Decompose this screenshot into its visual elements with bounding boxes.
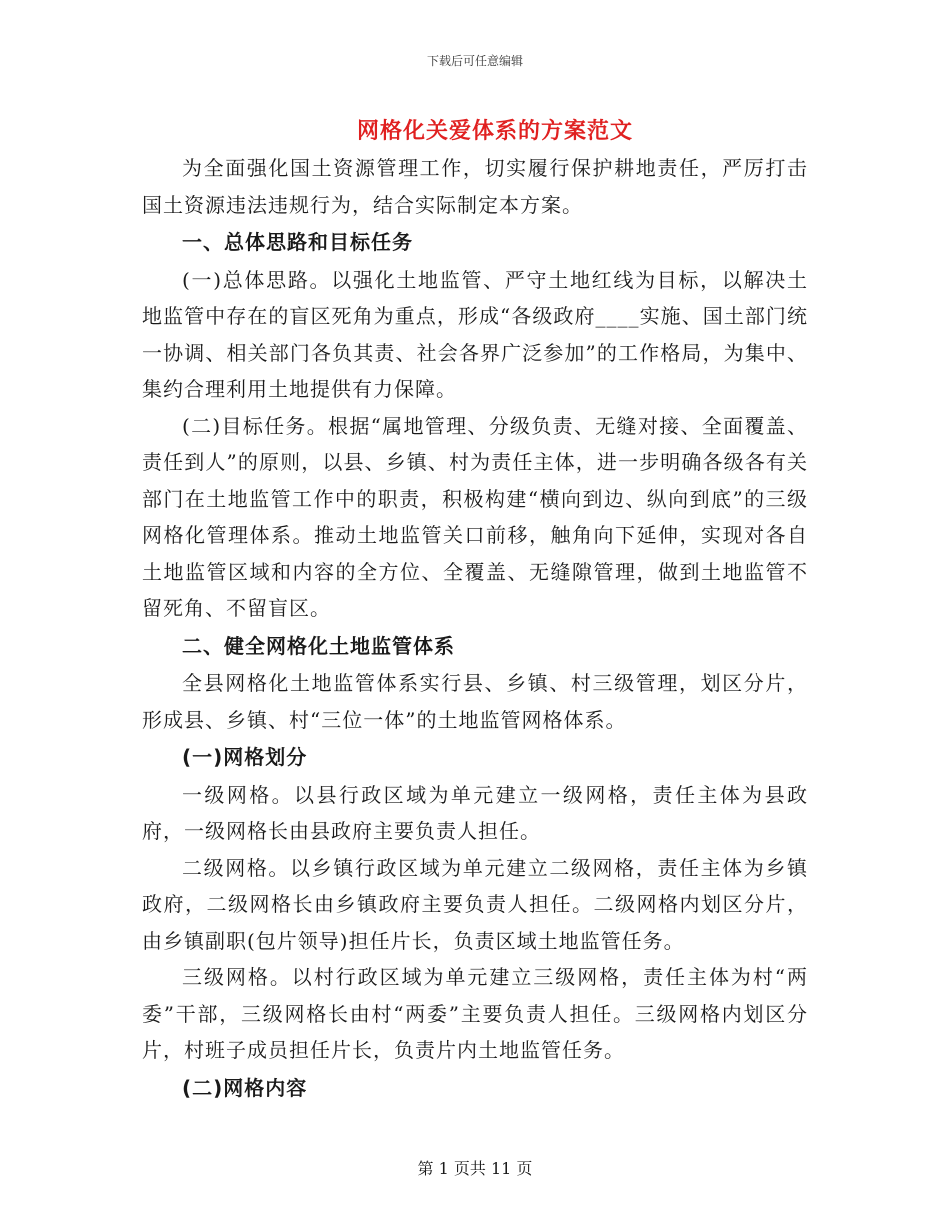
paragraph-system-overview: 全县网格化土地监管体系实行县、乡镇、村三级管理，划区分片，形成县、乡镇、村“三位一体”的土地监管网格体系。 <box>142 671 808 732</box>
section-heading-1: 一、总体思路和目标任务 <box>182 230 413 254</box>
paragraph-level-1-grid: 一级网格。以县行政区域为单元建立一级网格，责任主体为县政府，一级网格长由县政府主要负责人担任。 <box>142 782 808 843</box>
paragraph-intro: 为全面强化国土资源管理工作，切实履行保护耕地责任，严厉打击国土资源违法违规行为，结合实际制定本方案。 <box>142 156 808 217</box>
document-body <box>142 150 808 1107</box>
page-footer: 第 1 页共 11 页 <box>417 1159 533 1178</box>
paragraph-level-2-grid: 二级网格。以乡镇行政区域为单元建立二级网格，责任主体为乡镇政府，二级网格长由乡镇政府主要负责人担任。二级网格内划区分片，由乡镇副职(包片领导)担任片长，负责区域土地监管任务。 <box>142 855 808 953</box>
paragraph-level-3-grid: 三级网格。以村行政区域为单元建立三级网格，责任主体为村“两委”干部，三级网格长由村“两委”主要负责人担任。三级网格内划区分片，村班子成员担任片长，负责片内土地监管任务。 <box>142 965 808 1062</box>
page-header: 下载后可任意编辑 <box>426 54 523 68</box>
subsection-heading-grid-content: (二)网格内容 <box>182 1075 308 1100</box>
subsection-heading-grid-division: (一)网格划分 <box>182 745 308 769</box>
paragraph-objectives: (二)目标任务。根据“属地管理、分级负责、无缝对接、全面覆盖、责任到人”的原则，以县、乡镇、村为责任主体，进一步明确各级各有关部门在土地监管工作中的职责，积极构建“横向到边、纵向到底”的三级网格化管理体系。推动土地监管关口前移，触角向下延伸，实现对各自土地监管区域和内容的全方位、全覆盖、无缝隙管理，做到土地监管不留死角、不留盲区。 <box>142 413 808 620</box>
paragraph-overall-approach: (一)总体思路。以强化土地监管、严守土地红线为目标，以解决土地监管中存在的盲区死角为重点，形成“各级政府____实施、国土部门统一协调、相关部门各负其责、社会各界广泛参加”的工作格局，为集中、集约合理利用土地提供有力保障。 <box>142 267 808 401</box>
section-heading-2: 二、健全网格化土地监管体系 <box>182 633 455 658</box>
document-title: 网格化关爱体系的方案范文 <box>356 118 633 144</box>
